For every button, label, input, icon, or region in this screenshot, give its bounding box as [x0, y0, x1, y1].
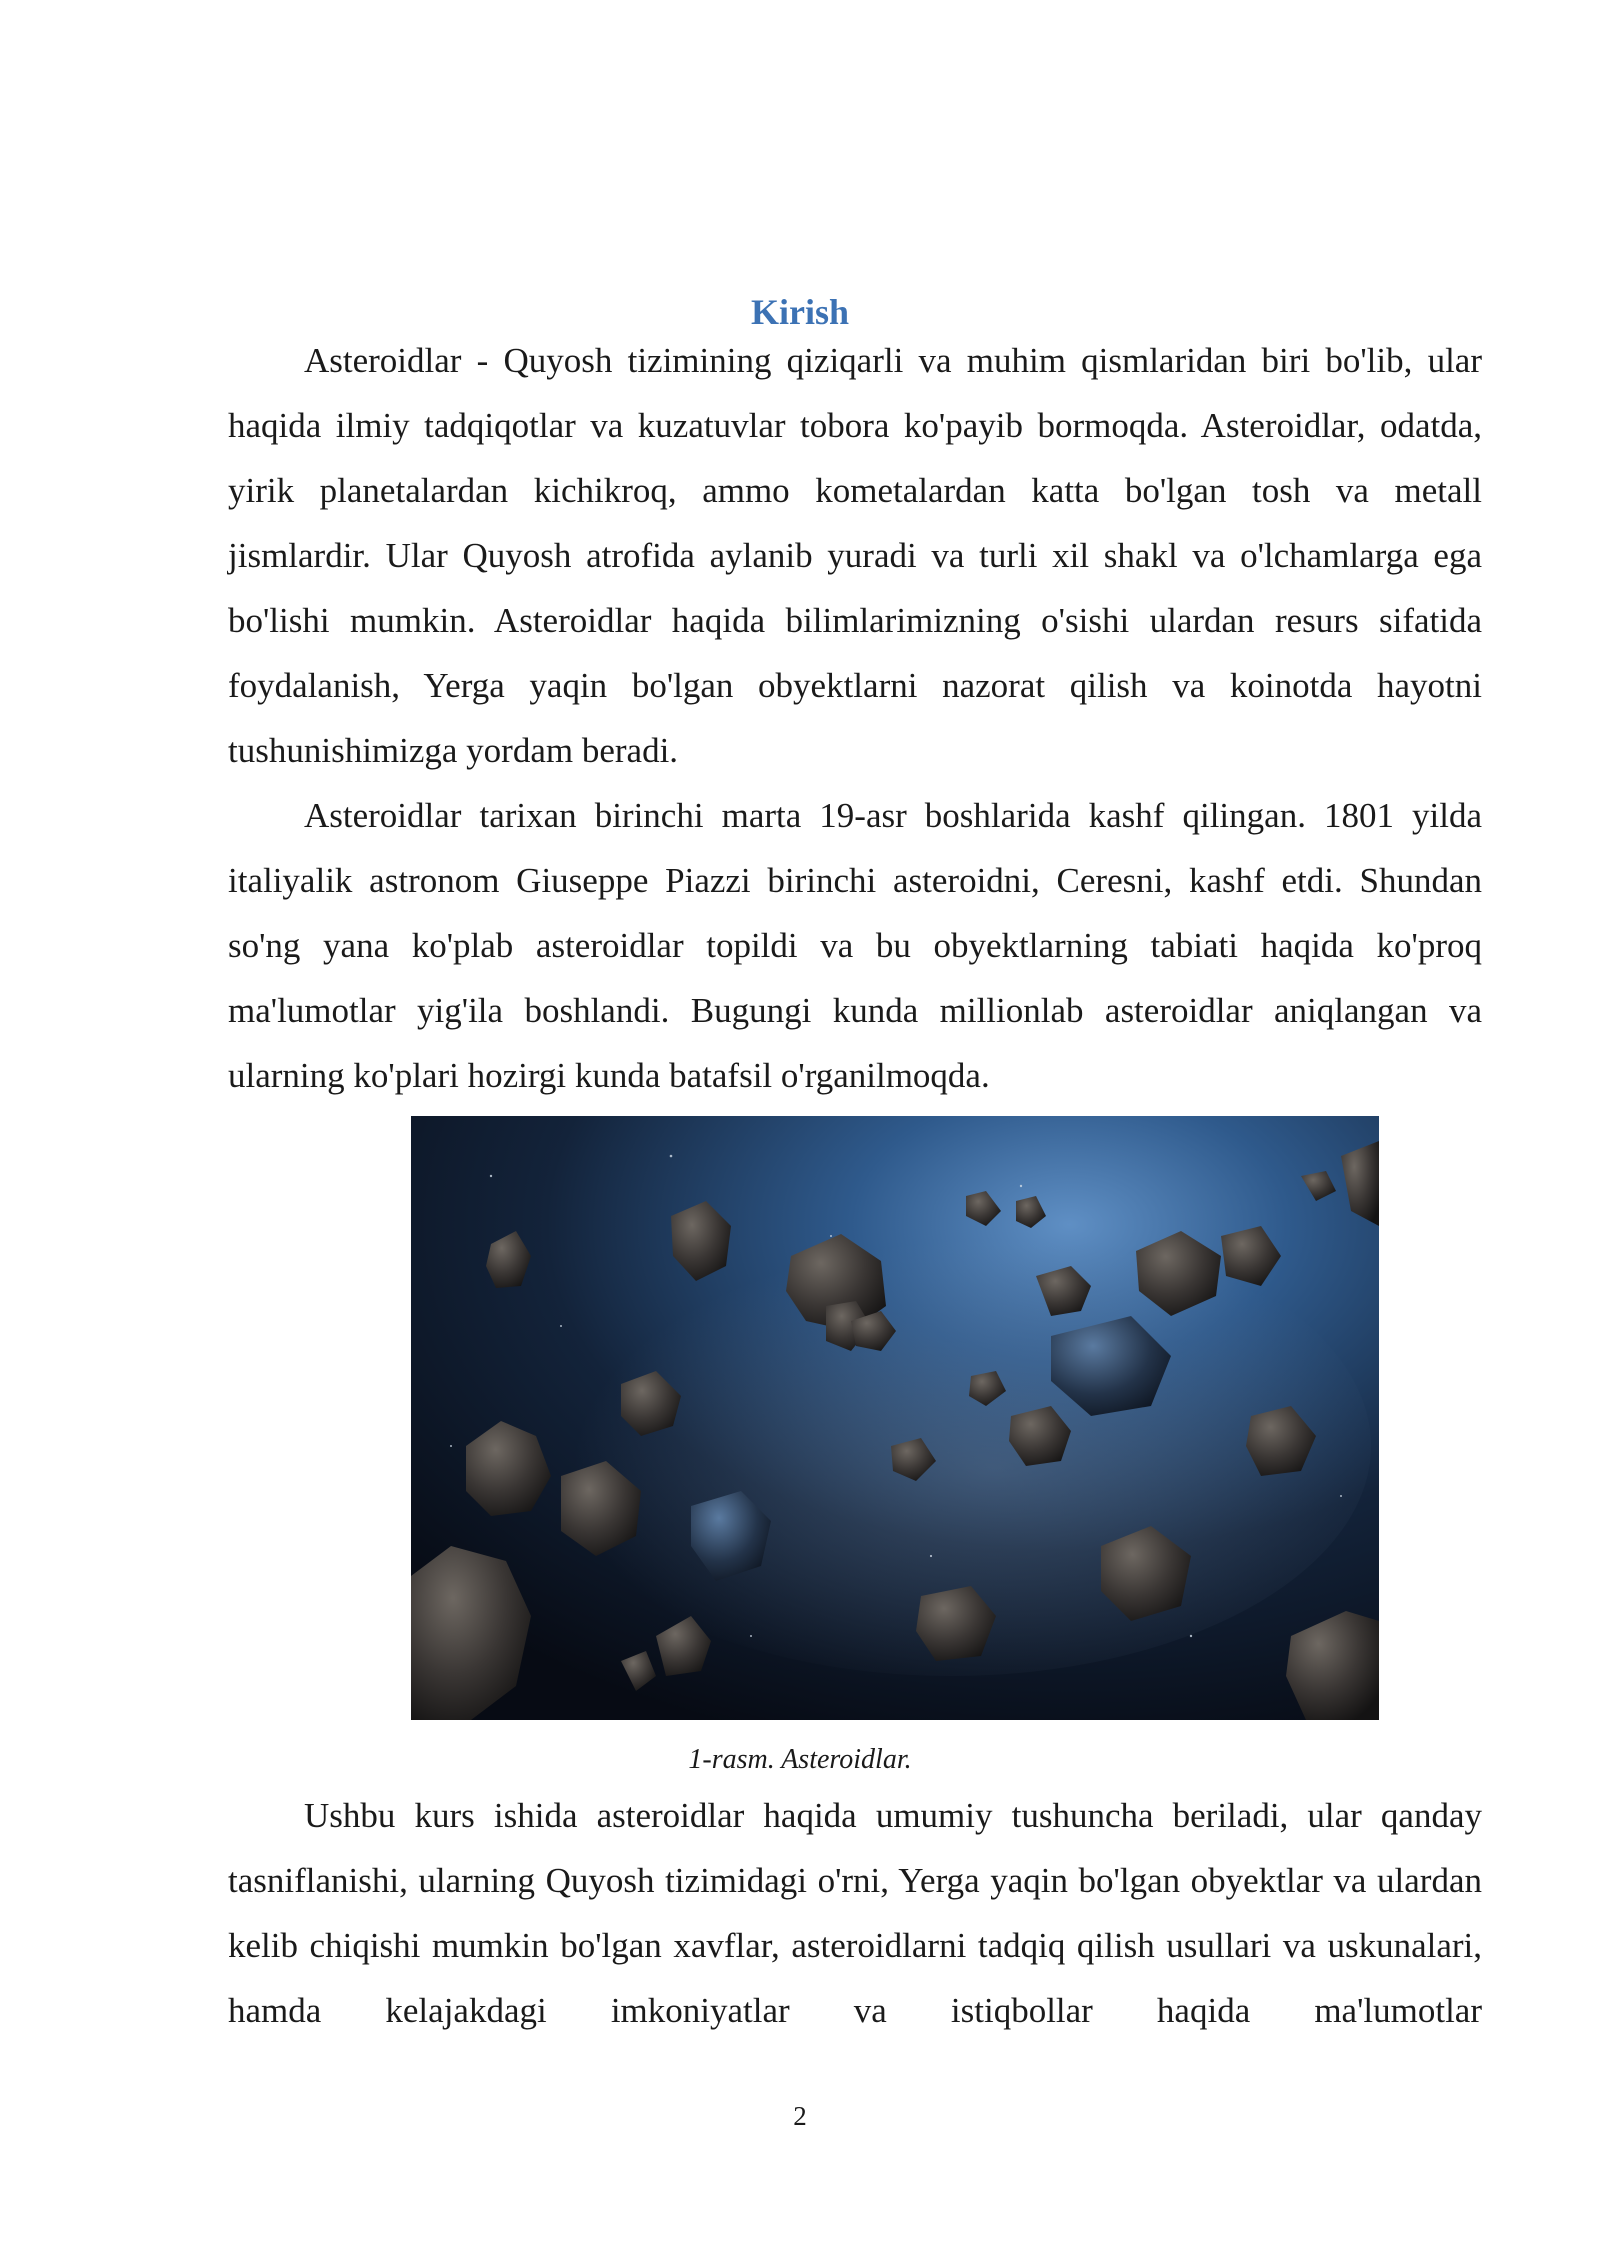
- continuation-text-block: [228, 1783, 1482, 2043]
- section-heading: Kirish: [750, 292, 849, 332]
- asteroids-image: [411, 1116, 1379, 1720]
- intro-text-block: [228, 328, 1482, 1108]
- asteroid-field-illustration: [411, 1116, 1379, 1720]
- page-number: 2: [793, 2101, 807, 2131]
- paragraph-3: Ushbu kurs ishida asteroidlar haqida umumiy tushuncha beriladi, ular qanday tasniflanishi, ularning Quyosh tizimidagi o'rni, Yerga yaqin bo'lgan obyektlar va ulardan kelib chiqishi mumkin bo'lgan xavflar, asteroidlarni tadqiq qilish usullari va uskunalari, hamda kelajakdagi imkoniyatlar va istiqbollar haqida ma'lumotlar: [228, 1796, 1482, 2030]
- figure-caption: 1-rasm. Asteroidlar.: [688, 1744, 912, 1775]
- paragraph-2: Asteroidlar tarixan birinchi marta 19-asr boshlarida kashf qilingan. 1801 yilda italiyalik astronom Giuseppe Piazzi birinchi asteroidni, Ceresni, kashf etdi. Shundan so'ng yana ko'plab asteroidlar topildi va bu obyektlarning tabiati haqida ko'proq ma'lumotlar yig'ila boshlandi. Bugungi kunda millionlab asteroidlar aniqlangan va ularning ko'plari hozirgi kunda batafsil o'rganilmoqda.: [228, 796, 1482, 1095]
- paragraph-1: Asteroidlar - Quyosh tizimining qiziqarli va muhim qismlaridan biri bo'lib, ular haqida ilmiy tadqiqotlar va kuzatuvlar tobora ko'payib bormoqda. Asteroidlar, odatda, yirik planetalardan kichikroq, ammo kometalardan katta bo'lgan tosh va metall jismlardir. Ular Quyosh atrofida aylanib yuradi va turli xil shakl va o'lchamlarga ega bo'lishi mumkin. Asteroidlar haqida bilimlarimizning o'sishi ulardan resurs sifatida foydalanish, Yerga yaqin bo'lgan obyektlarni nazorat qilish va koinotda hayotni tushunishimizga yordam beradi.: [228, 341, 1482, 770]
